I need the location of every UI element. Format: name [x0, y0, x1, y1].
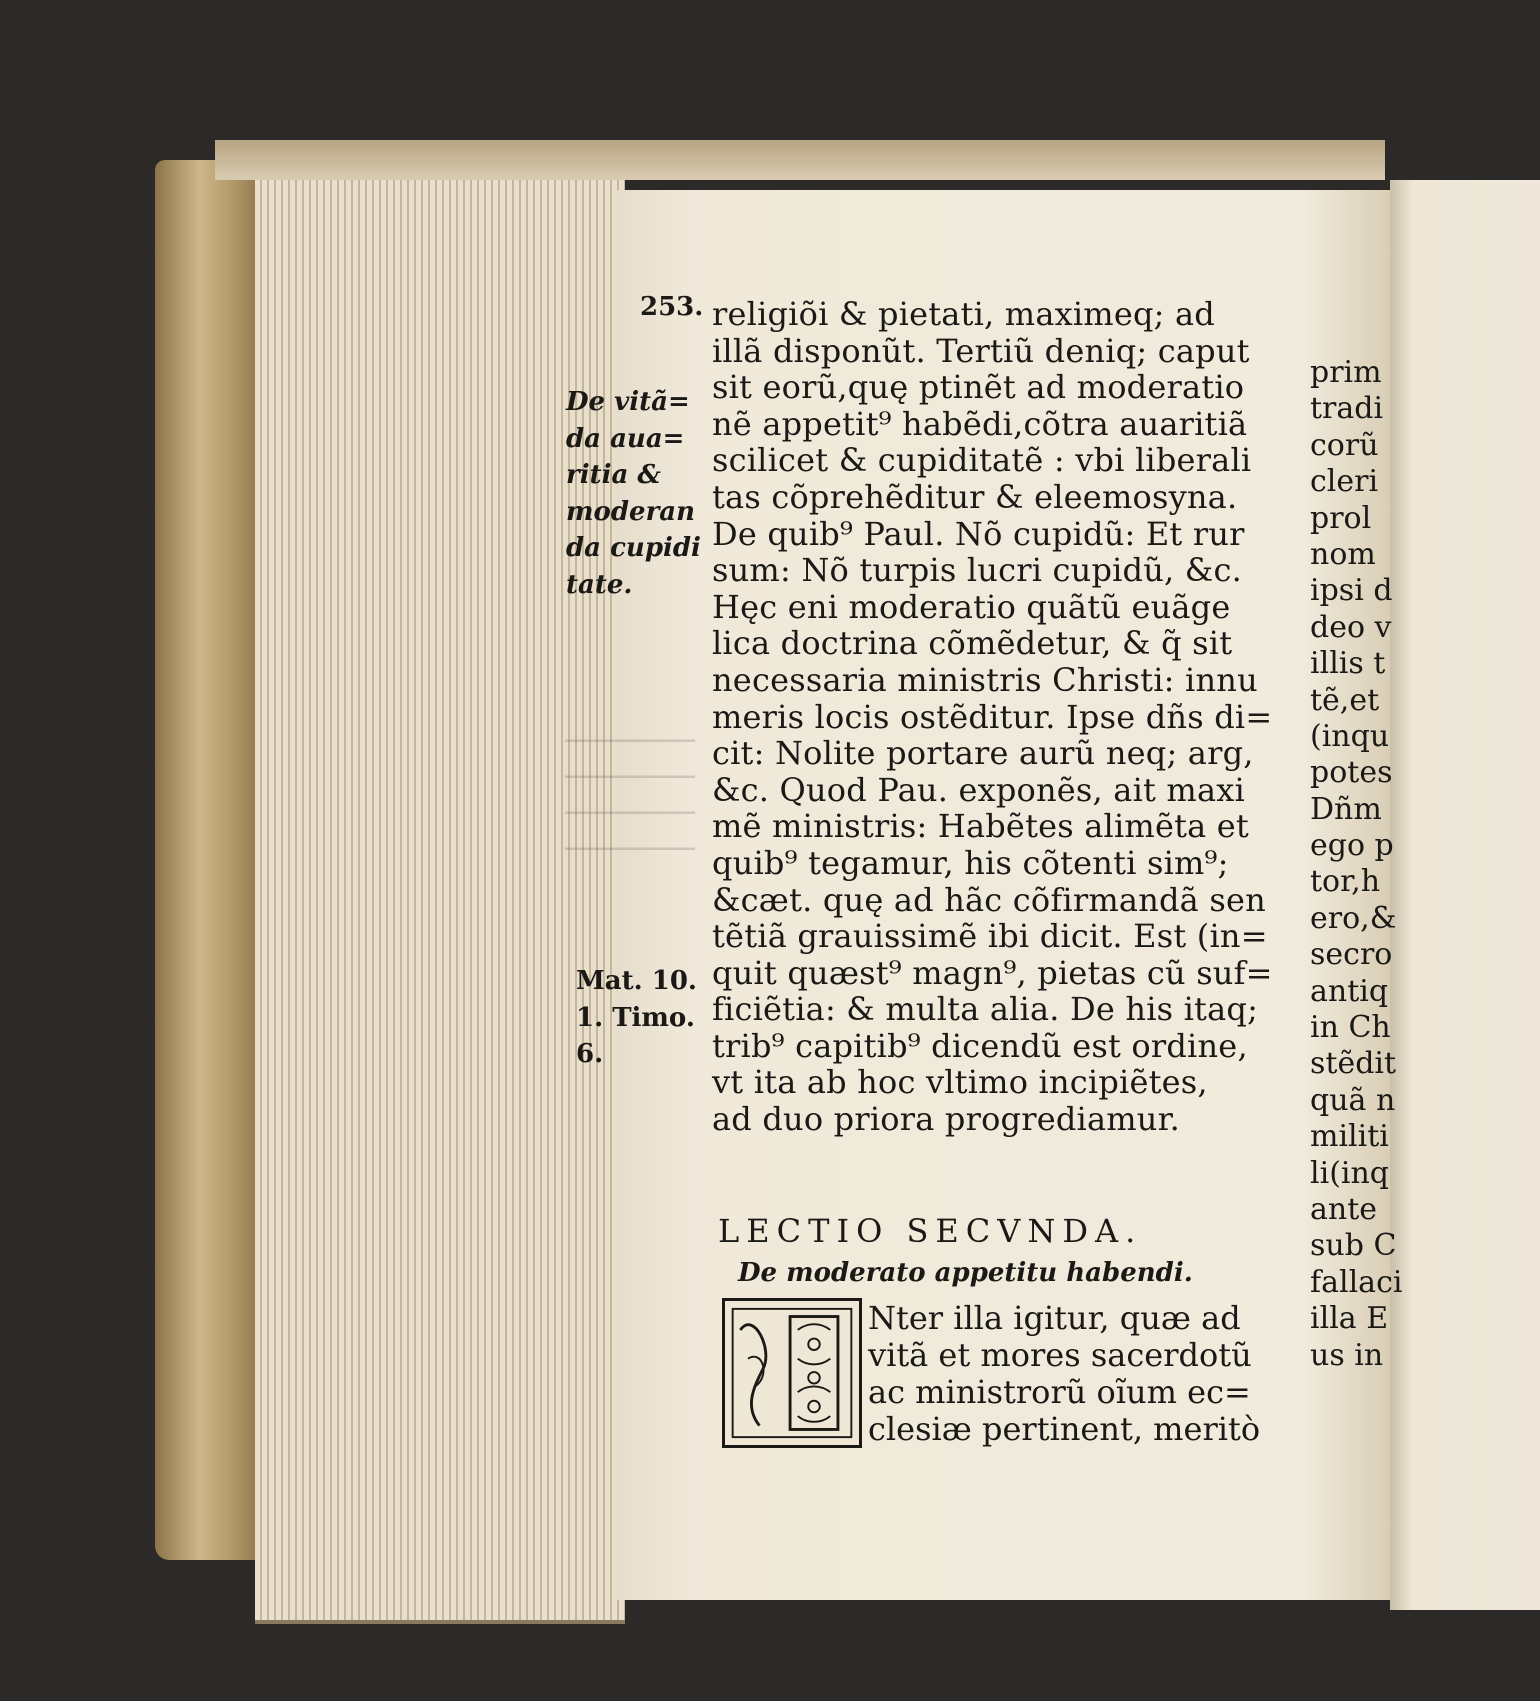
text-line: meris locis ostẽditur. Ipse dñs di=	[712, 697, 1273, 736]
text-line: (inqu	[1310, 718, 1390, 754]
text-line: &c. Quod Pau. exponẽs, ait maxi	[712, 770, 1245, 809]
text-line: prol	[1310, 500, 1372, 536]
text-line: ac ministrorũ oĩum ec=	[868, 1373, 1251, 1411]
text-line: prim	[1310, 355, 1382, 390]
text-line: Nter illa igitur, quæ ad	[868, 1299, 1241, 1337]
citation: 6.	[576, 1039, 604, 1070]
text-line: scilicet & cupiditatẽ : vbi liberali	[712, 441, 1252, 480]
decorated-initial-icon	[722, 1298, 862, 1448]
text-line: militi	[1310, 1119, 1389, 1155]
text-line: Dñm	[1310, 791, 1382, 827]
margin-line: De vitã=	[566, 387, 690, 417]
text-line: sub C	[1310, 1228, 1397, 1264]
text-line: necessaria ministris Christi: innu	[712, 660, 1258, 699]
text-line: corũ	[1310, 427, 1379, 463]
text-line: clesiæ pertinent, meritò	[868, 1410, 1261, 1448]
text-line: ipsi d	[1310, 573, 1393, 609]
text-line: nom	[1310, 536, 1376, 572]
show-through-text	[565, 730, 695, 850]
text-line: tẽtiã grauissimẽ ibi dicit. Est (in=	[712, 917, 1268, 956]
text-line: us in	[1310, 1337, 1384, 1373]
text-line: cleri	[1310, 464, 1379, 500]
text-line: vitã et mores sacerdotũ	[868, 1336, 1252, 1374]
text-line: li(inq	[1310, 1155, 1390, 1191]
marginal-note	[566, 384, 706, 604]
right-page	[1390, 180, 1540, 1610]
section-subheading: De moderato appetitu habendi.	[738, 1258, 1193, 1288]
text-line: secro	[1310, 937, 1393, 973]
text-line: tas cõprehẽditur & eleemosyna.	[712, 477, 1238, 516]
text-line: in Ch	[1310, 1010, 1391, 1046]
text-line: ante	[1310, 1191, 1378, 1227]
text-line: illã disponũt. Tertiũ deniq; caput	[712, 331, 1250, 370]
text-line: illis t	[1310, 646, 1386, 682]
marginal-citations	[576, 963, 697, 1073]
text-line: trib⁹ capitib⁹ dicendũ est ordine,	[712, 1026, 1248, 1065]
text-line: illa E	[1310, 1301, 1389, 1337]
lectio-text-block	[868, 1300, 1260, 1448]
text-line: potes	[1310, 755, 1393, 791]
text-line: antiq	[1310, 973, 1389, 1009]
section-heading: LECTIO SECVNDA.	[718, 1212, 1143, 1250]
text-line: tor,h	[1310, 864, 1381, 900]
text-line: ad duo priora progrediamur.	[712, 1100, 1180, 1139]
text-line: ego p	[1310, 828, 1394, 864]
text-line: lica doctrina cõmẽdetur, & q̃ sit	[712, 624, 1233, 663]
text-line: sit eorũ,quę ptinẽt ad moderatio	[712, 368, 1245, 407]
book-top-edge	[215, 140, 1385, 180]
text-line: sum: Nõ turpis lucri cupidũ, &c.	[712, 551, 1242, 590]
text-line: religiõi & pietati, maximeq; ad	[712, 295, 1215, 333]
text-line: nẽ appetit⁹ habẽdi,cõtra auaritiã	[712, 404, 1248, 443]
text-line: quã n	[1310, 1082, 1396, 1118]
text-line: vt ita ab hoc vltimo incipiẽtes,	[712, 1063, 1208, 1102]
book-cover-edge	[155, 160, 265, 1560]
right-page-text	[1310, 355, 1402, 1374]
main-text-block	[712, 295, 1273, 1139]
citation: Mat. 10.	[576, 966, 697, 996]
text-line: quit quæst⁹ magn⁹, pietas cũ suf=	[712, 953, 1273, 992]
text-line: tradi	[1310, 391, 1384, 427]
text-line: &cæt. quę ad hãc cõfirmandã sen	[712, 880, 1266, 919]
text-line: quib⁹ tegamur, his cõtenti sim⁹;	[712, 843, 1229, 882]
text-line: tẽ,et	[1310, 682, 1380, 718]
text-line: cit: Nolite portare aurũ neq; arg,	[712, 734, 1254, 773]
text-line: ero,&	[1310, 900, 1397, 936]
citation: 1. Timo.	[576, 1002, 695, 1033]
text-line: stẽdit	[1310, 1046, 1397, 1082]
margin-line: da cupidi	[566, 533, 701, 564]
text-line: De quib⁹ Paul. Nõ cupidũ: Et rur	[712, 514, 1245, 553]
text-line: fallaci	[1310, 1264, 1403, 1300]
margin-line: da aua=	[566, 423, 685, 454]
text-line: Hęc eni moderatio quãtũ euãge	[712, 587, 1231, 626]
text-line: ficiẽtia: & multa alia. De his itaq;	[712, 990, 1259, 1029]
margin-line: moderan	[566, 496, 696, 527]
margin-line: tate.	[566, 569, 633, 600]
text-line: deo v	[1310, 609, 1392, 645]
text-line: mẽ ministris: Habẽtes alimẽta et	[712, 807, 1249, 846]
page-number: 253.	[640, 292, 704, 322]
margin-line: ritia &	[566, 460, 661, 491]
